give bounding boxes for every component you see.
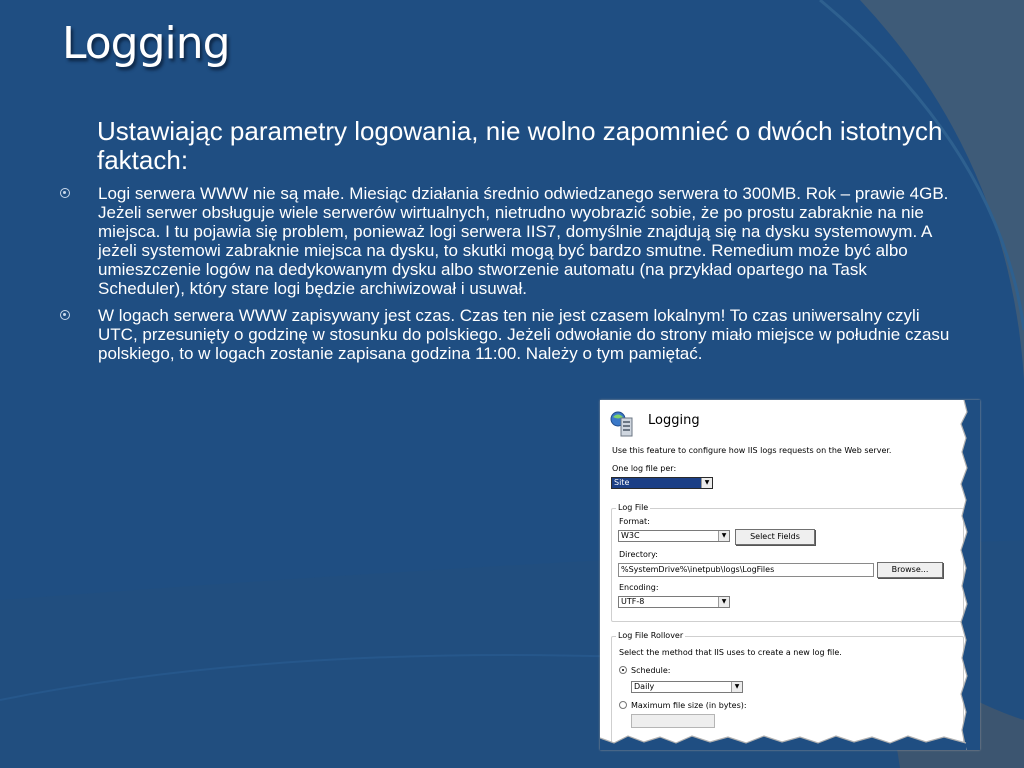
max-size-label: Maximum file size (in bytes): — [631, 701, 747, 710]
slide-title: Logging — [62, 18, 230, 69]
encoding-label: Encoding: — [619, 583, 659, 592]
rollover-legend: Log File Rollover — [618, 631, 684, 640]
one-log-value: Site — [614, 478, 630, 487]
encoding-value: UTF-8 — [621, 597, 645, 606]
bullet-text: Logi serwera WWW nie są małe. Miesiąc działania średnio odwiedzanego serwera to 300MB. Rok – prawie 4GB. Jeżeli serwer obsługuje wiele serwerów wirtualnych, nietrudno wyobrazić sobie, że po prostu zabraknie na nie miejsca. I tu pojawia się problem, ponieważ logi serwera IIS7, domyślnie znajdują się na dysku systemowym. A jeżeli systemowi zabraknie miejsca na dysku, to skutki mogą być bardzo smutne. Remedium może być albo umieszczenie logów na dedykowanym dysku albo stworzenie automatu (na przykład opartego na Task Scheduler), który stare logi będzie archiwizował i usuwał. — [98, 184, 949, 298]
logging-icon — [609, 410, 635, 438]
browse-button[interactable]: Browse... — [877, 562, 943, 578]
chevron-down-icon: ▼ — [701, 478, 712, 488]
iis-title: Logging — [648, 413, 700, 428]
iis-logging-screenshot — [600, 400, 980, 750]
bullet-icon — [60, 188, 70, 198]
chevron-down-icon: ▼ — [731, 682, 742, 692]
intro-text: Ustawiając parametry logowania, nie wolno zapomnieć o dwóch istotnych faktach: — [97, 116, 943, 175]
max-size-radio[interactable] — [619, 701, 627, 709]
chevron-down-icon: ▼ — [718, 531, 729, 541]
rollover-description: Select the method that IIS uses to create a new log file. — [619, 648, 842, 657]
bullet-icon — [60, 310, 70, 320]
max-size-input[interactable] — [631, 714, 715, 728]
iis-description: Use this feature to configure how IIS logs requests on the Web server. — [612, 446, 892, 455]
one-log-select[interactable] — [611, 477, 713, 489]
chevron-down-icon: ▼ — [718, 597, 729, 607]
bullet-text: W logach serwera WWW zapisywany jest czas. Czas ten nie jest czasem lokalnym! To czas uniwersalny czyli UTC, przesunięty o godzinę w stosunku do polskiego. Jeżeli odwołanie do strony miało miejsce w południe czasu polskiego, to w logach zostanie zapisana godzina 11:00. Należy o tym pamiętać. — [98, 306, 950, 363]
bullet-list — [60, 184, 950, 371]
format-select[interactable] — [618, 530, 730, 542]
schedule-label: Schedule: — [631, 666, 671, 675]
bullet-item — [60, 184, 950, 298]
encoding-select[interactable] — [618, 596, 730, 608]
select-fields-button[interactable]: Select Fields — [735, 529, 815, 545]
format-value: W3C — [621, 531, 640, 540]
bullet-item — [60, 306, 950, 363]
directory-label: Directory: — [619, 550, 658, 559]
schedule-value: Daily — [634, 682, 655, 691]
directory-input[interactable]: %SystemDrive%\inetpub\logs\LogFiles — [618, 563, 874, 577]
schedule-radio[interactable] — [619, 666, 627, 674]
schedule-select[interactable] — [631, 681, 743, 693]
format-label: Format: — [619, 517, 650, 526]
one-log-label: One log file per: — [612, 464, 677, 473]
log-file-legend: Log File — [618, 503, 649, 512]
